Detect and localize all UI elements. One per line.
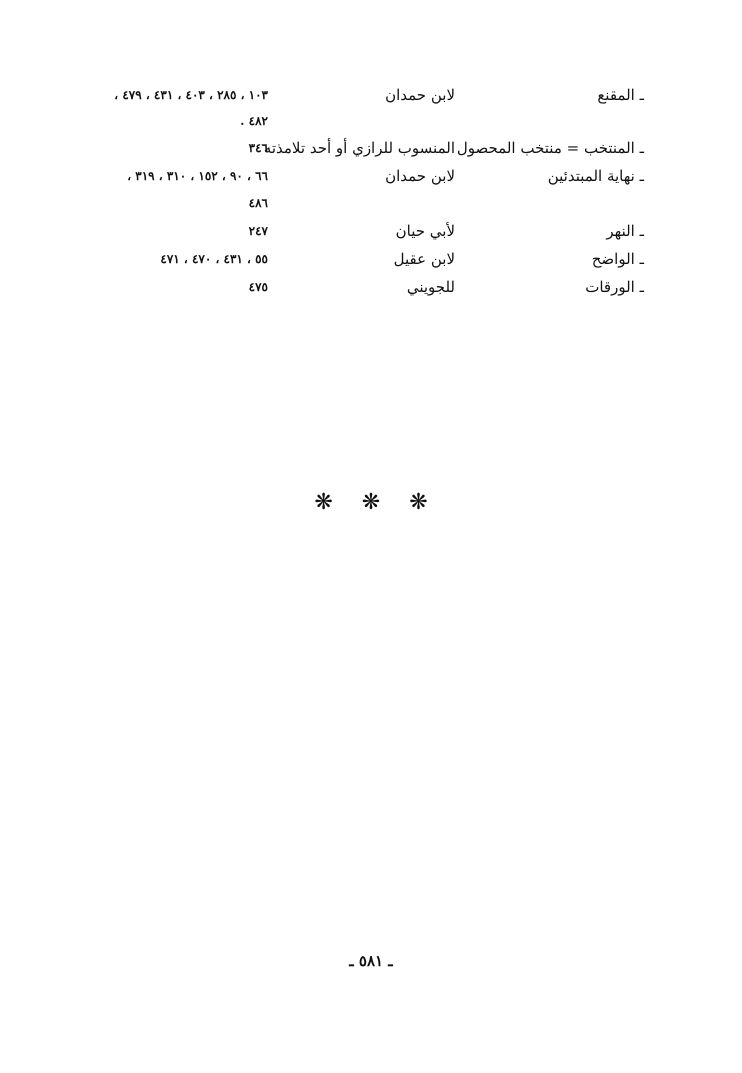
index-row	[0, 218, 742, 244]
book-author: المنسوب للرازي أو أحد تلامذته	[263, 139, 455, 157]
index-row	[0, 163, 742, 189]
index-row	[0, 82, 742, 108]
book-title: ـ الورقات	[585, 278, 644, 296]
book-author: لابن عقيل	[393, 250, 455, 268]
book-title: ـ المنتخب = منتخب المحصول	[456, 139, 644, 157]
page-references: ١٠٣ ، ٢٨٥ ، ٤٠٣ ، ٤٣١ ، ٤٧٩ ،	[114, 88, 268, 102]
page-references: ٤٨٢ .	[240, 114, 268, 128]
book-author: لابن حمدان	[385, 86, 455, 104]
book-title: ـ نهاية المبتدئين	[547, 167, 644, 185]
book-author: للجويني	[406, 278, 455, 296]
index-row	[0, 274, 742, 300]
asterisk-icon: ❋	[314, 490, 333, 515]
page-references: ٤٨٦	[248, 196, 268, 210]
index-row	[0, 246, 742, 272]
asterisk-icon: ❋	[409, 490, 428, 515]
book-title: ـ المقنع	[597, 86, 644, 104]
index-row	[0, 135, 742, 161]
page-references: ٥٥ ، ٤٣١ ، ٤٧٠ ، ٤٧١	[160, 252, 268, 266]
page-references: ٣٤٦	[248, 141, 268, 155]
page-references: ٢٤٧	[248, 224, 268, 238]
book-title: ـ الواضح	[591, 250, 644, 268]
book-title: ـ النهر	[606, 222, 644, 240]
index-row	[0, 190, 742, 216]
index-row	[0, 108, 742, 134]
book-author: لابن حمدان	[385, 167, 455, 185]
page-references: ٦٦ ، ٩٠ ، ١٥٢ ، ٣١٠ ، ٣١٩ ،	[127, 169, 268, 183]
asterisk-icon: ❋	[361, 490, 381, 515]
section-separator	[0, 489, 742, 517]
page-number: ـ ٥٨١ ـ	[349, 952, 393, 970]
book-author: لأبي حيان	[395, 222, 455, 240]
page-references: ٤٧٥	[248, 280, 268, 294]
